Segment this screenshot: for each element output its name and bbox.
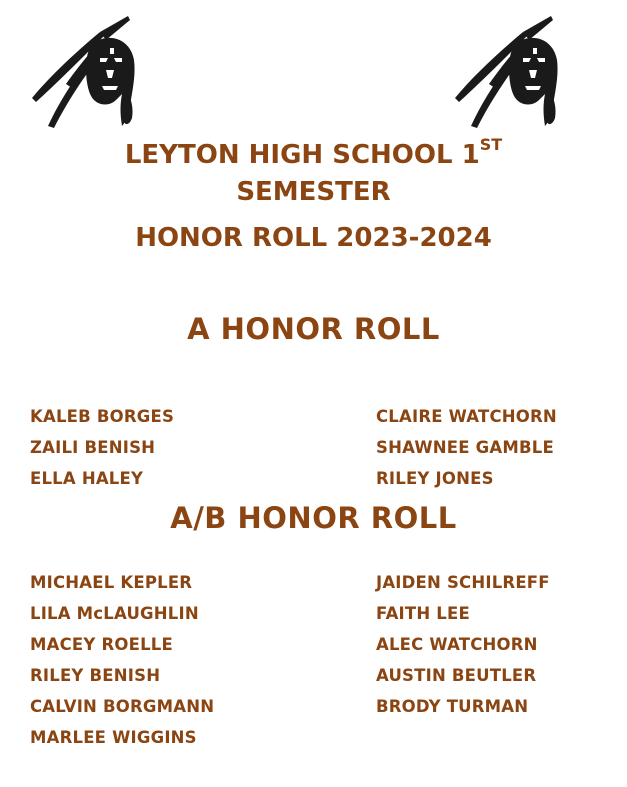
list-item: SHAWNEE GAMBLE: [376, 438, 554, 457]
ab-honor-roll-left-list: [30, 567, 214, 753]
list-item: MARLEE WIGGINS: [30, 728, 197, 747]
list-item: ALEC WATCHORN: [376, 635, 538, 654]
list-item: RILEY JONES: [376, 469, 494, 488]
ab-honor-roll-right-list: [376, 567, 550, 722]
list-item: JAIDEN SCHILREFF: [376, 573, 550, 592]
mascot-logo-icon: [30, 14, 138, 130]
list-item: KALEB BORGES: [30, 407, 175, 426]
title-school-text: LEYTON HIGH SCHOOL 1: [124, 140, 480, 170]
title-line-school: [0, 135, 627, 170]
mascot-logo-icon: [453, 14, 561, 130]
list-item: AUSTIN BEUTLER: [376, 666, 537, 685]
list-item: LILA McLAUGHLIN: [30, 604, 199, 623]
title-ordinal-superscript: ST: [479, 135, 503, 154]
list-item: RILEY BENISH: [30, 666, 161, 685]
a-honor-roll-heading: A HONOR ROLL: [187, 312, 440, 346]
list-item: ZAILI BENISH: [30, 438, 156, 457]
list-item: MICHAEL KEPLER: [30, 573, 193, 592]
ab-honor-roll-heading: A/B HONOR ROLL: [170, 501, 457, 535]
title-line-honor-roll-year: HONOR ROLL 2023-2024: [135, 223, 492, 253]
title-line-semester: SEMESTER: [236, 177, 391, 207]
list-item: CLAIRE WATCHORN: [376, 407, 557, 426]
list-item: CALVIN BORGMANN: [30, 697, 215, 716]
list-item: ELLA HALEY: [30, 469, 144, 488]
a-honor-roll-left-list: [30, 401, 174, 494]
list-item: MACEY ROELLE: [30, 635, 173, 654]
list-item: FAITH LEE: [376, 604, 470, 623]
a-honor-roll-right-list: [376, 401, 557, 494]
list-item: BRODY TURMAN: [376, 697, 529, 716]
